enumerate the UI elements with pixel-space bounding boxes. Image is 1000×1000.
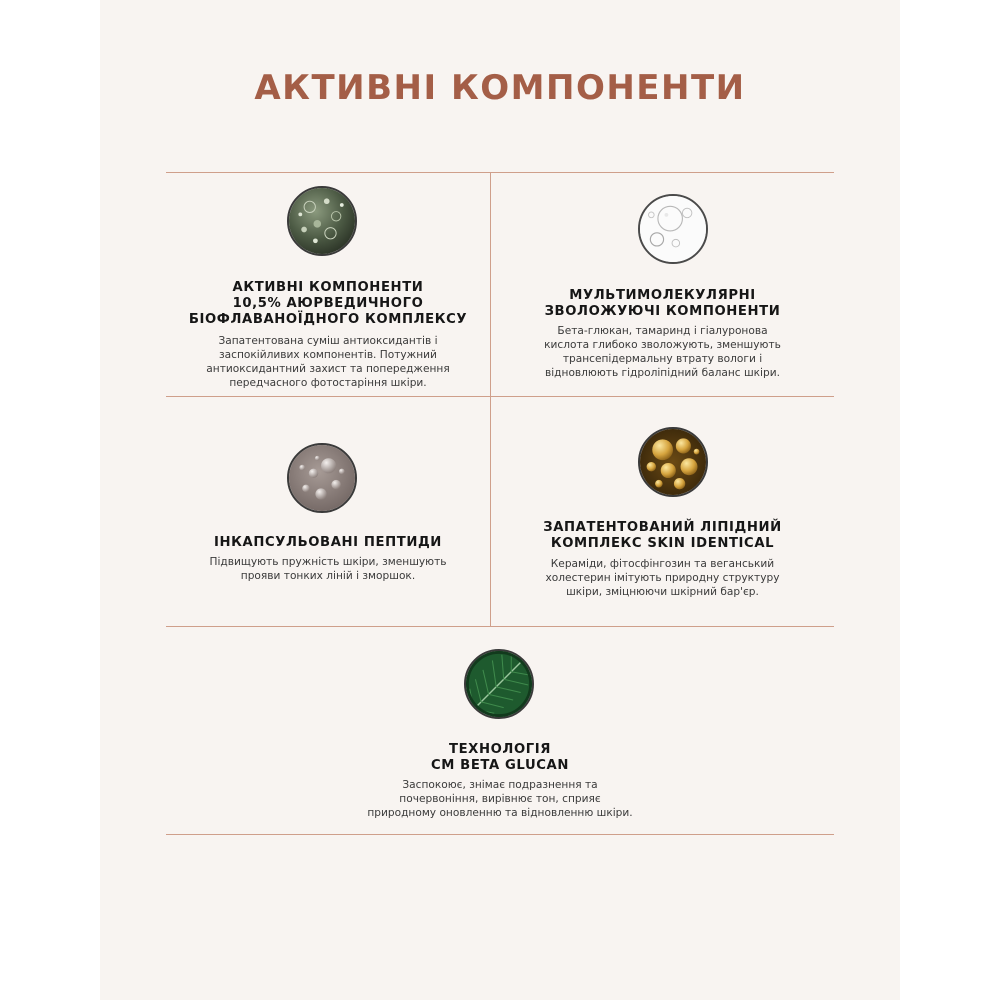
component-heading: ІНКАПСУЛЬОВАНІ ПЕПТИДИ — [214, 535, 442, 550]
clear-droplets-icon — [638, 194, 708, 264]
content-panel — [100, 0, 900, 1000]
component-card-moisturizing — [491, 172, 834, 396]
component-card-peptides — [166, 397, 490, 626]
component-card-lipid-complex — [491, 397, 834, 626]
component-description: Запатентована суміш антиоксидантів і заспокійливих компонентів. Потужний антиоксидантний захист та попередження передчасного фотостаріння шкіри. — [206, 335, 450, 389]
component-heading: АКТИВНІ КОМПОНЕНТИ 10,5% АЮРВЕДИЧНОГО БІОФЛАВАНОЇДНОГО КОМПЛЕКСУ — [188, 280, 468, 327]
component-heading: ТЕХНОЛОГІЯ CM BETA GLUCAN — [430, 742, 569, 773]
component-description: Підвищують пружність шкіри, зменшують прояви тонких ліній і зморшок. — [209, 556, 447, 582]
component-description: Кераміди, фітосфінгозин та веганський холестерин імітують природну структуру шкіри, зміцнюючи шкірний бар'єр. — [545, 558, 780, 598]
component-heading: ЗАПАТЕНТОВАНИЙ ЛІПІДНИЙ КОМПЛЕКС SKIN IDENTICAL — [543, 520, 782, 551]
component-description: Заспокоює, знімає подразнення та почервоніння, вирівнює тон, сприяє природному оновленню та відновленню шкіри. — [367, 779, 633, 819]
component-card-beta-glucan — [166, 627, 834, 834]
gray-spheres-icon — [287, 443, 357, 513]
component-heading: МУЛЬТИМОЛЕКУЛЯРНІ ЗВОЛОЖУЮЧІ КОМПОНЕНТИ — [544, 288, 781, 319]
golden-oil-bubbles-icon — [638, 427, 708, 497]
component-card-bioflavonoid — [166, 172, 490, 396]
page-title: АКТИВНІ КОМПОНЕНТИ — [254, 68, 746, 108]
divider-bottom — [166, 834, 834, 835]
olive-bubbles-icon — [287, 186, 357, 256]
green-leaf-icon — [464, 649, 534, 719]
component-description: Бета-глюкан, тамаринд і гіалуронова кислота глибоко зволожують, зменшують трансепідермальну втрату вологи і відновлюють гідроліпідний баланс шкіри. — [544, 325, 781, 379]
